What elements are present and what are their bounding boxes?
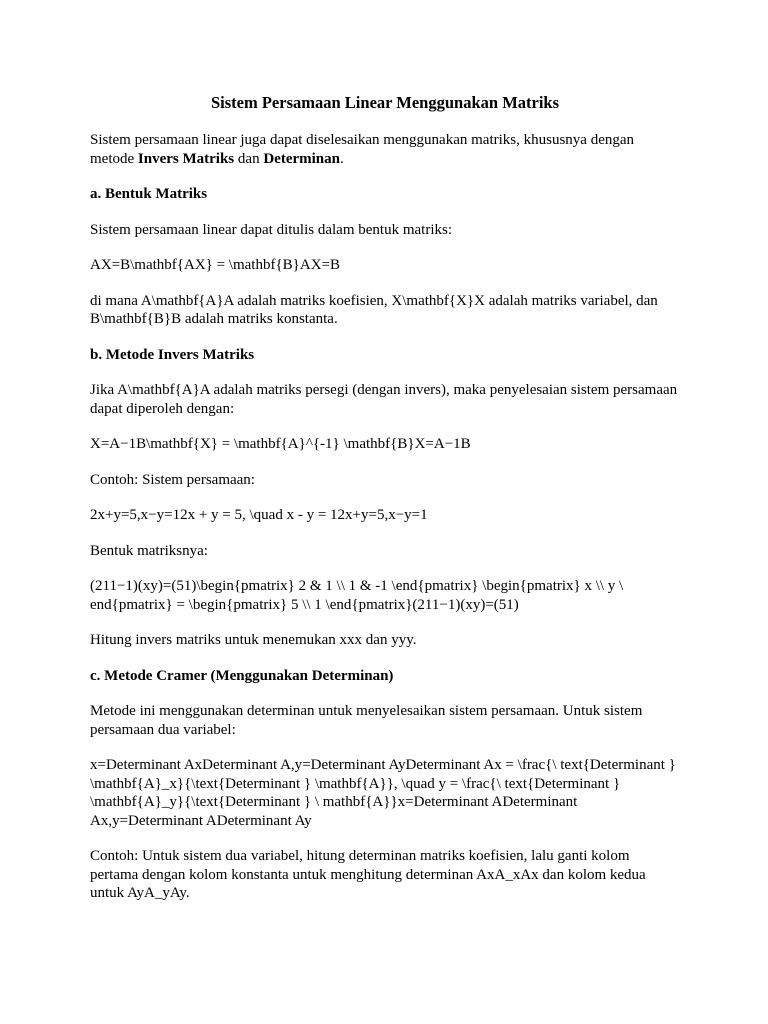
- intro-text-mid: dan: [234, 150, 264, 167]
- section-c-formula: x=Determinant AxDeterminant A,y=Determinant AyDeterminant Ax = \frac{\ text{Determinant } \mathbf{A}_x}{\text{Determinant } \mathbf{A}}, \quad y = \frac{\ text{Determinant } \mathbf{A}_y}{\text{Determinant } \ mathbf{A}}x=Determinant ADeterminant Ax,y=Determinant ADeterminant Ay: [90, 757, 676, 829]
- section-b-example-label: Contoh: Sistem persamaan:: [90, 471, 255, 488]
- section-c-heading: c. Metode Cramer (Menggunakan Determinan): [90, 667, 394, 684]
- section-a-paragraph-1: Sistem persamaan linear dapat ditulis dalam bentuk matriks:: [90, 221, 452, 238]
- intro-paragraph: [90, 131, 680, 168]
- intro-bold-determinan: Determinan: [263, 150, 340, 167]
- section-b-heading: b. Metode Invers Matriks: [90, 346, 255, 363]
- intro-text-before: Sistem persamaan linear juga dapat diselesaikan menggunakan matriks, khususnya dengan metode: [90, 132, 635, 167]
- document-page: [90, 92, 680, 920]
- section-b-paragraph-1: Jika A\mathbf{A}A adalah matriks persegi (dengan invers), maka penyelesaian sistem persamaan dapat diperoleh dengan:: [90, 382, 678, 417]
- section-a-paragraph-3: di mana A\mathbf{A}A adalah matriks koefisien, X\mathbf{X}X adalah matriks variabel, dan B\mathbf{B}B adalah matriks konstanta.: [90, 292, 658, 327]
- section-c-example: Contoh: Untuk sistem dua variabel, hitung determinan matriks koefisien, lalu ganti kolom pertama dengan kolom konstanta untuk menghitung determinan AxA_xAx dan kolom kedua untuk AyA_yAy.: [90, 848, 646, 901]
- section-c-paragraph-1: Metode ini menggunakan determinan untuk menyelesaikan sistem persamaan. Untuk sistem persamaan dua variabel:: [90, 703, 643, 738]
- section-b-matrix-label: Bentuk matriksnya:: [90, 542, 208, 559]
- intro-bold-invers: Invers Matriks: [137, 150, 235, 167]
- section-a-formula: AX=B\mathbf{AX} = \mathbf{B}AX=B: [90, 257, 340, 273]
- intro-text-after: .: [339, 150, 344, 167]
- section-a-heading: a. Bentuk Matriks: [90, 186, 208, 202]
- document-title: Sistem Persamaan Linear Menggunakan Matriks: [210, 93, 560, 112]
- section-b-matrix-formula: (211−1)(xy)=(51)\begin{pmatrix} 2 & 1 \\ 1 & -1 \end{pmatrix} \begin{pmatrix} x \\ y \ end{pmatrix} = \begin{pmatrix} 5 \\ 1 \end{pmatrix}(211−1)(xy)=(51): [90, 578, 624, 613]
- section-b-equations: 2x+y=5,x−y=12x + y = 5, \quad x - y = 12x+y=5,x−y=1: [90, 507, 428, 523]
- section-b-paragraph-7: Hitung invers matriks untuk menemukan xxx dan yyy.: [90, 632, 417, 648]
- section-b-formula: X=A−1B\mathbf{X} = \mathbf{A}^{-1} \mathbf{B}X=A−1B: [90, 436, 471, 452]
